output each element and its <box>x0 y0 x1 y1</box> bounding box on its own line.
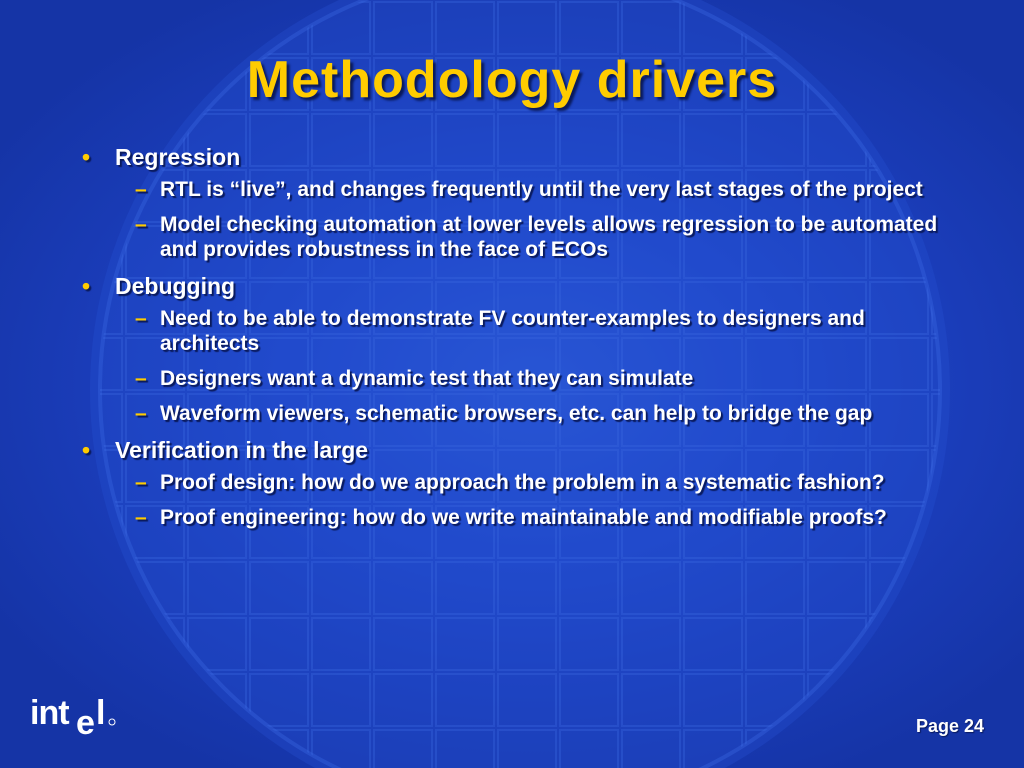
dash-icon: – <box>135 471 147 494</box>
sub-bullet-text: Proof engineering: how do we write maintainable and modifiable proofs? <box>160 506 887 529</box>
dash-icon: – <box>135 307 147 330</box>
svg-text:e: e <box>76 704 95 742</box>
sub-bullet-item <box>115 306 962 356</box>
sub-bullet-text: Waveform viewers, schematic browsers, etc. can help to bridge the gap <box>160 402 873 425</box>
bullet-label: Regression <box>115 144 241 170</box>
sub-bullet-text: RTL is “live”, and changes frequently until the very last stages of the project <box>160 178 923 201</box>
dash-icon: – <box>135 402 147 425</box>
bullet-icon: • <box>82 437 91 463</box>
sub-bullet-text: Designers want a dynamic test that they can simulate <box>160 367 694 390</box>
sub-bullet-list <box>115 306 962 426</box>
bullet-list <box>82 143 962 540</box>
slide-title: Methodology drivers <box>246 51 778 109</box>
bullet-label: Debugging <box>115 273 236 299</box>
dash-icon: – <box>135 213 147 236</box>
sub-bullet-item <box>115 212 962 262</box>
bullet-icon: • <box>82 273 91 299</box>
bullet-item-debugging <box>82 272 962 426</box>
sub-bullet-text: Model checking automation at lower levels allows regression to be automated and provides robustness in the face of ECOs <box>160 213 938 261</box>
sub-bullet-list <box>115 470 962 530</box>
page-number: Page 24 <box>915 716 984 736</box>
dash-icon: – <box>135 178 147 201</box>
sub-bullet-item <box>115 470 962 495</box>
svg-text:int: int <box>30 694 69 732</box>
sub-bullet-item <box>115 177 962 202</box>
intel-logo-icon <box>28 690 124 742</box>
bullet-item-verification <box>82 436 962 530</box>
sub-bullet-text: Need to be able to demonstrate FV counter-examples to designers and architects <box>160 307 865 355</box>
sub-bullet-item <box>115 366 962 391</box>
dash-icon: – <box>135 506 147 529</box>
bullet-label: Verification in the large <box>115 437 369 463</box>
sub-bullet-item <box>115 401 962 426</box>
sub-bullet-text: Proof design: how do we approach the problem in a systematic fashion? <box>160 471 885 494</box>
bullet-icon: • <box>82 144 91 170</box>
sub-bullet-item <box>115 505 962 530</box>
svg-text:l: l <box>96 694 106 732</box>
sub-bullet-list <box>115 177 962 262</box>
dash-icon: – <box>135 367 147 390</box>
bullet-item-regression <box>82 143 962 262</box>
